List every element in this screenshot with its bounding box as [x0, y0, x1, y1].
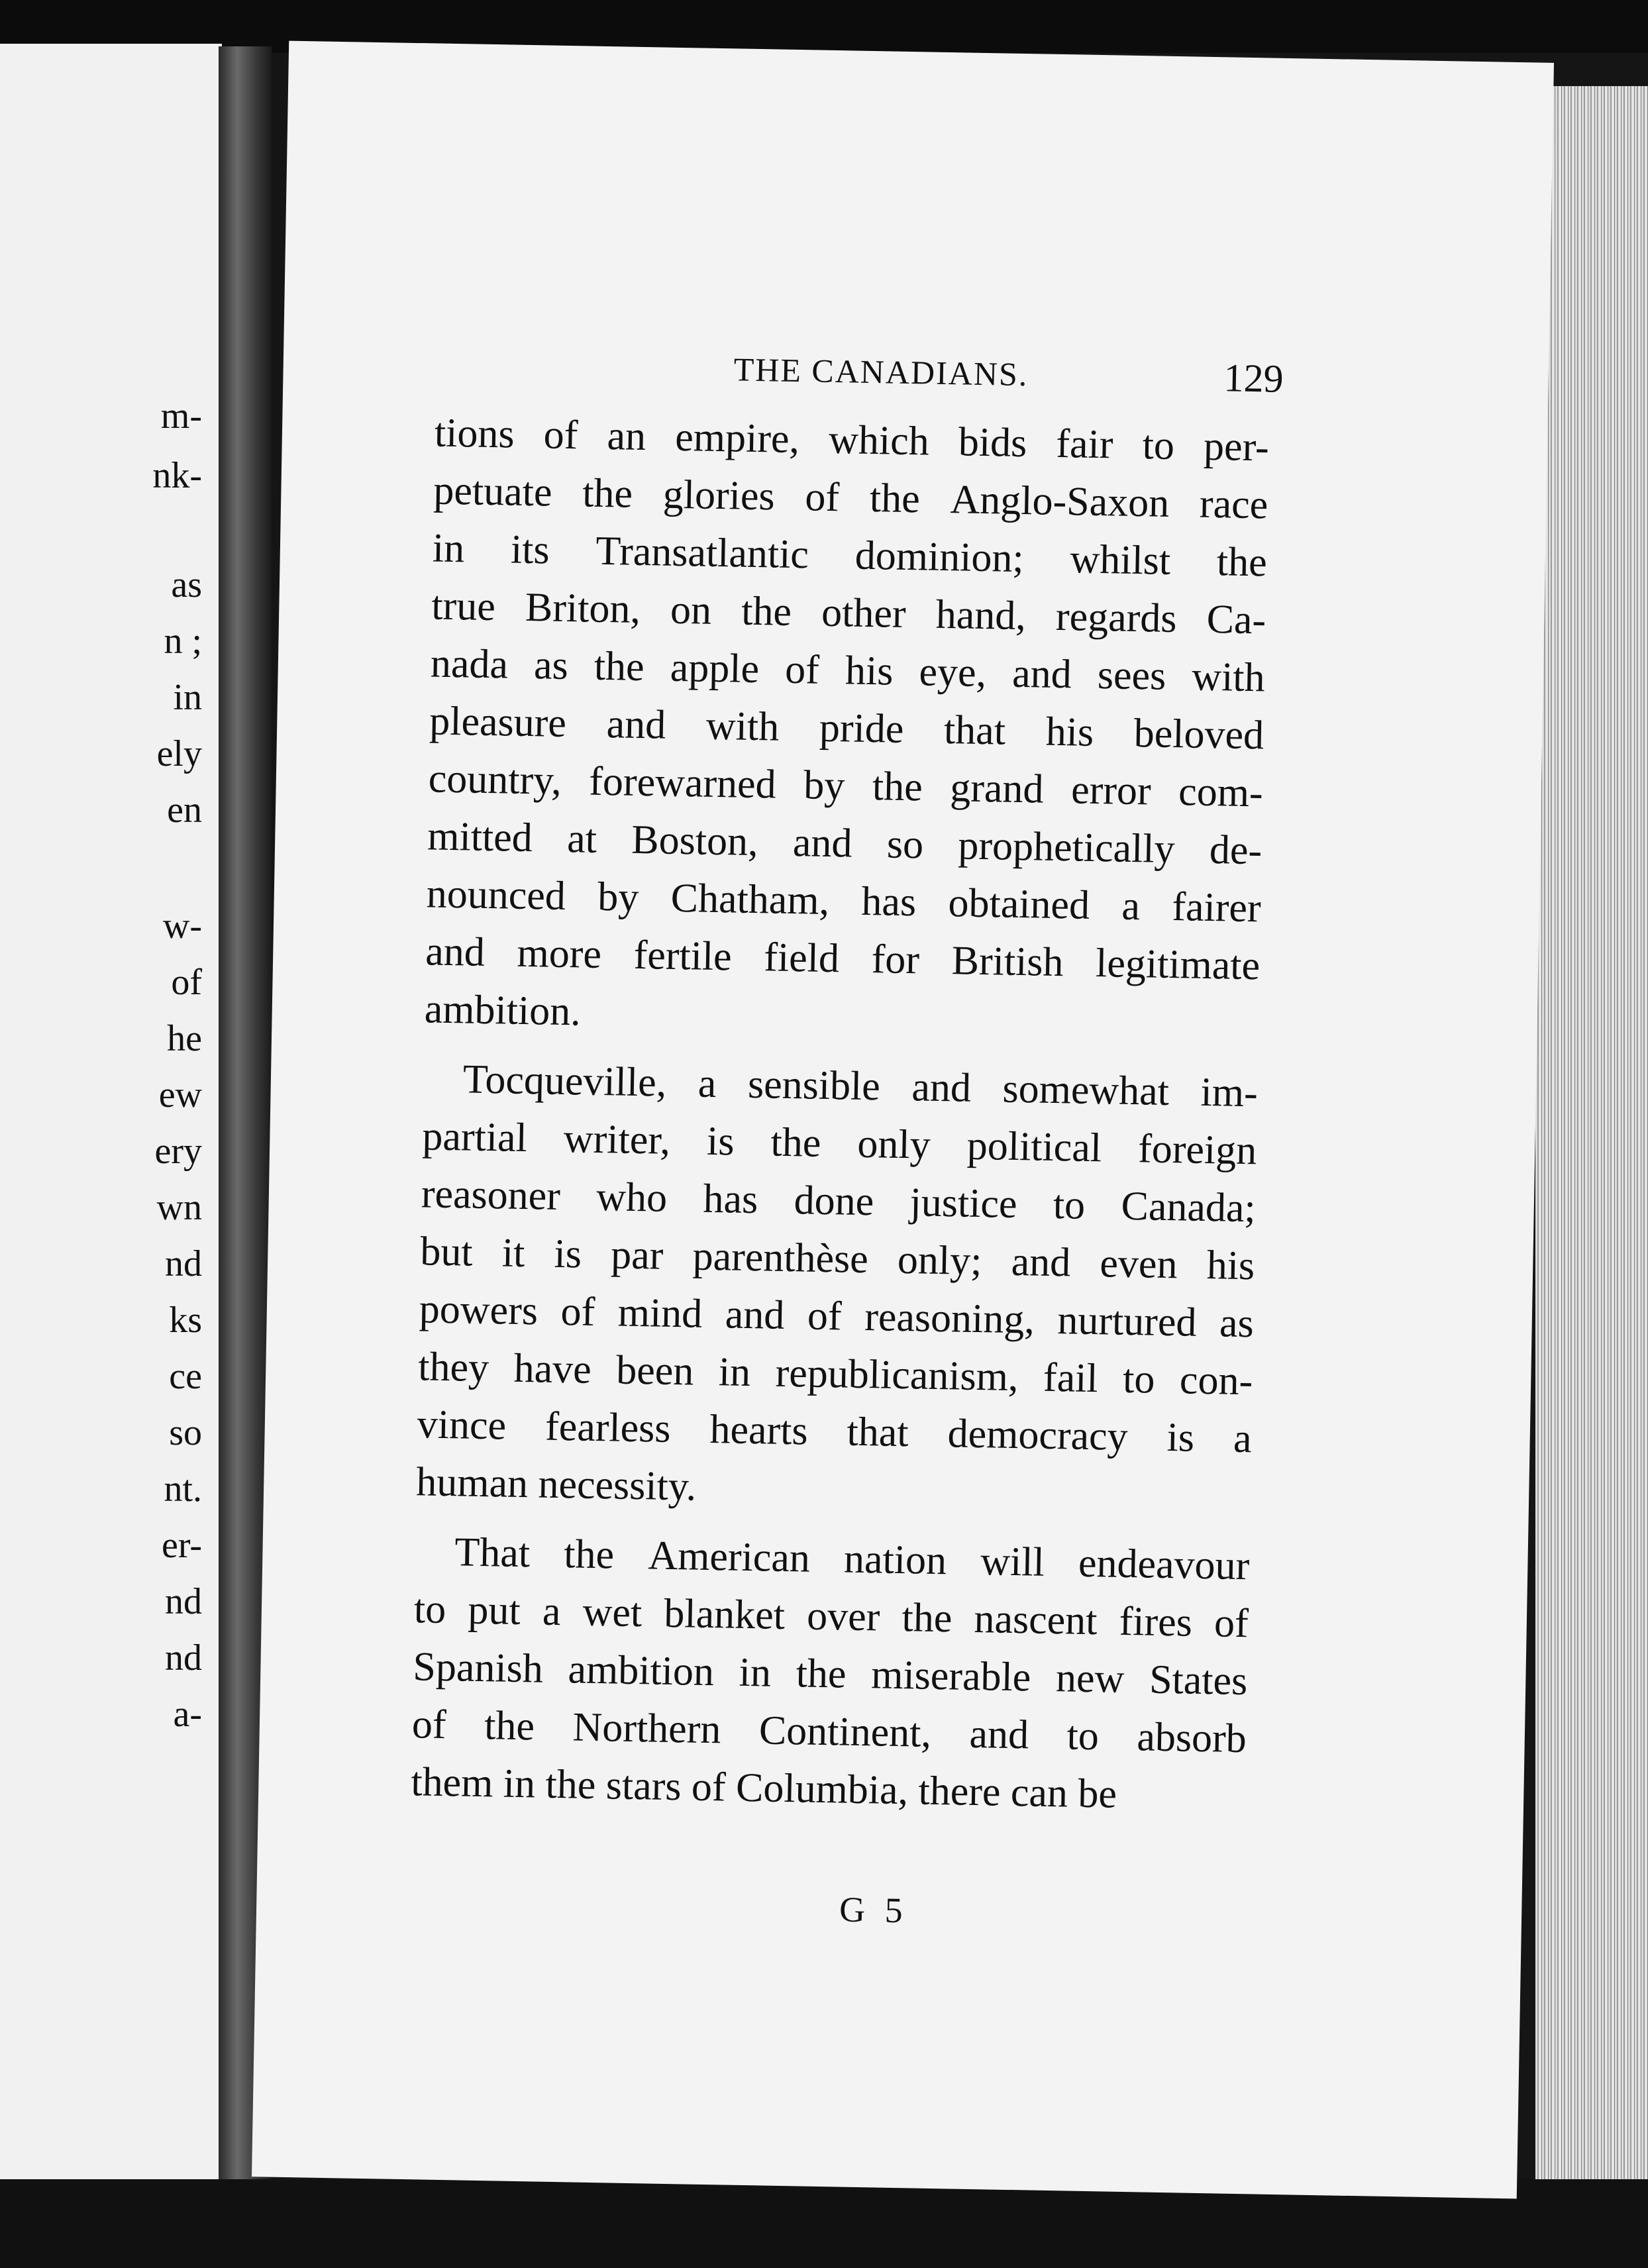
left-page-fragment: of [171, 962, 202, 1003]
text-line: partial writer, is the only political foreign [421, 1113, 1257, 1174]
text-line: but it is par parenthèse only; and even his [419, 1229, 1255, 1289]
text-line: mitted at Boston, and so prophetically de- [427, 813, 1262, 874]
paragraph [411, 1523, 1250, 1826]
left-page-fragment: so [169, 1412, 202, 1453]
body-text [410, 405, 1269, 1838]
left-page-fragment: er- [161, 1525, 202, 1566]
paragraph [416, 1050, 1259, 1525]
left-page-fragment: ery [154, 1131, 202, 1172]
left-page [0, 44, 222, 2183]
text-line: human necessity. [415, 1459, 697, 1510]
left-page-fragment: m- [160, 395, 202, 437]
text-line: vince fearless hearts that democracy is a [417, 1402, 1253, 1462]
text-line: in its Transatlantic dominion; whilst the [432, 525, 1268, 586]
signature-mark: G 5 [839, 1889, 909, 1931]
left-page-fragment: ks [169, 1300, 202, 1341]
left-page-fragment: n ; [164, 621, 202, 662]
text-line: Tocqueville, a sensible and somewhat im- [462, 1057, 1259, 1116]
text-line: powers of mind and of reasoning, nurtured as [419, 1286, 1255, 1347]
left-page-fragment: ew [158, 1074, 202, 1115]
text-line: them in the stars of Columbia, there can be [410, 1759, 1117, 1817]
text-line: reasoner who has done justice to Canada; [421, 1171, 1257, 1231]
page-number: 129 [1223, 356, 1284, 401]
text-line: tions of an empire, which bids fair to per- [434, 410, 1270, 470]
left-page-fragment: ce [169, 1356, 202, 1397]
text-line: true Briton, on the other hand, regards Ca- [431, 583, 1266, 643]
left-page-fragment: wn [156, 1187, 202, 1228]
paragraph [424, 405, 1270, 1053]
text-line: they have been in republicanism, fail to con- [417, 1344, 1253, 1404]
left-page-fragment: nd [165, 1243, 202, 1284]
left-page-fragment: in [173, 677, 202, 718]
text-line: petuate the glories of the Anglo-Saxon race [433, 468, 1268, 528]
left-page-fragment: ely [156, 733, 202, 774]
text-line: pleasure and with pride that his beloved [429, 698, 1264, 758]
text-line: of the Northern Continent, and to absorb [411, 1702, 1247, 1762]
left-page-fragment: nd [165, 1581, 202, 1622]
left-page-fragment: en [167, 790, 202, 831]
text-line: nounced by Chatham, has obtained a fairer [426, 871, 1262, 931]
text-line: ambition. [424, 986, 582, 1035]
left-page-fragment: nt. [164, 1469, 202, 1510]
text-line: to put a wet blanket over the nascent fires of [413, 1586, 1249, 1647]
page-edges [1535, 86, 1648, 2183]
text-line: and more fertile field for British legitimate [425, 929, 1261, 989]
text-line: Spanish ambition in the miserable new States [412, 1644, 1248, 1704]
running-header: THE CANADIANS. [733, 350, 1029, 393]
text-line: That the American nation will endeavour [454, 1529, 1250, 1589]
left-page-fragment: a- [173, 1694, 202, 1735]
right-page [252, 41, 1554, 2199]
text-line: country, forewarned by the grand error com- [428, 756, 1264, 816]
scan-top-edge [0, 0, 1648, 53]
left-page-fragment: nk- [152, 455, 202, 496]
left-page-fragment: as [171, 564, 202, 605]
left-page-fragment: nd [165, 1637, 202, 1678]
left-page-fragment: w- [162, 905, 202, 947]
left-page-fragment: he [167, 1018, 202, 1059]
text-line: nada as the apple of his eye, and sees with [430, 641, 1266, 701]
